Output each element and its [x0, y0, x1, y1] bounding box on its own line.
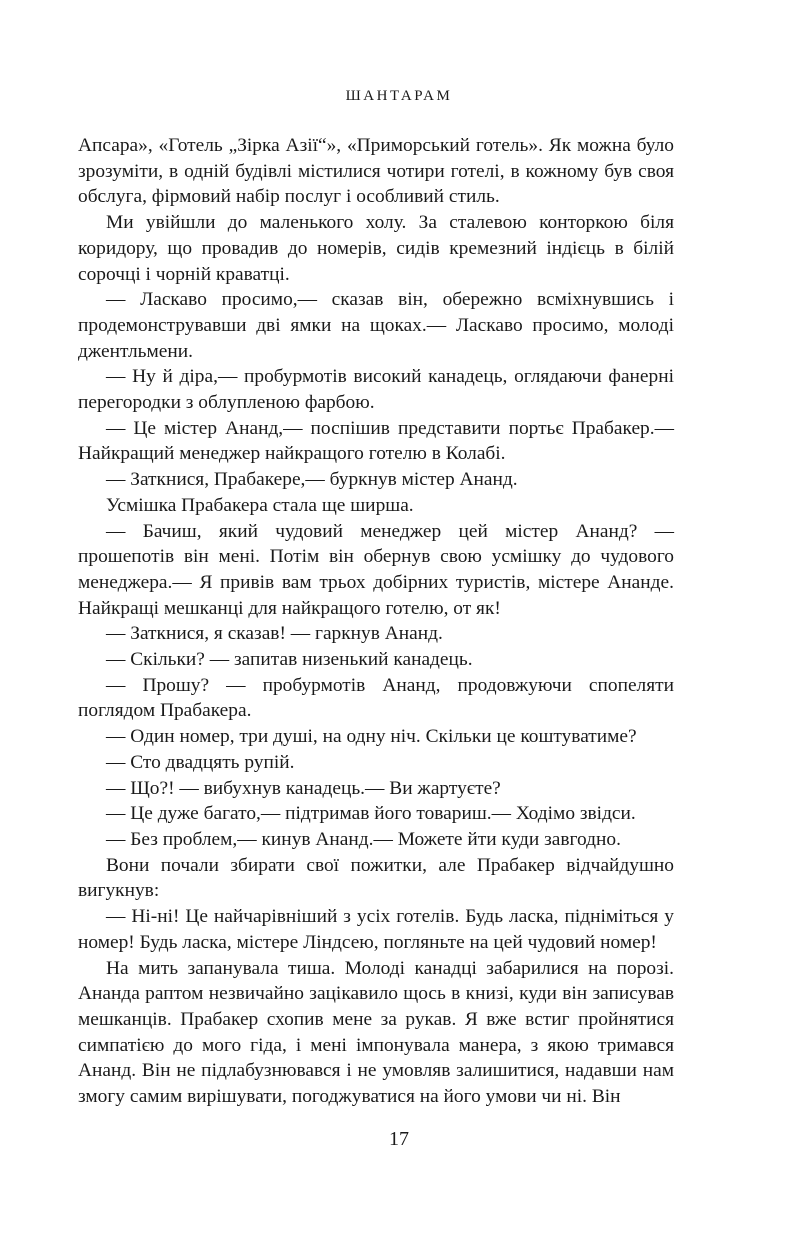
- dialogue-line: — Скільки? — запитав низенький канадець.: [106, 649, 473, 671]
- paragraph: Ми увійшли до маленького холу. За сталевою конторкою біля коридору, що провадив до номерів, сидів кремезний індієць в білій сорочці і чорній краватці.: [78, 212, 674, 285]
- dialogue-line: — Це дуже багато,— підтримав його товариш.— Ходімо звідси.: [106, 803, 636, 825]
- dialogue-line: — Один номер, три душі, на одну ніч. Скільки це коштуватиме?: [106, 726, 637, 748]
- paragraph: Вони почали збирати свої пожитки, але Прабакер відчайдушно вигукнув:: [78, 854, 674, 902]
- dialogue-line: — Ну й діра,— пробурмотів високий канадець, оглядаючи фанерні перегородки з облупленою фарбою.: [78, 366, 674, 414]
- dialogue-line: — Прошу? — пробурмотів Ананд, продовжуючи спопеляти поглядом Прабакера.: [78, 674, 674, 722]
- paragraph: На мить запанувала тиша. Молоді канадці забарилися на порозі. Ананда раптом незвичайно зацікавило щось в книзі, куди він записував мешканців. Прабакер схопив мене за рукав. Я вже встиг пройнятися симпатією до мого гіда, і мені імпонувала манера, з якою тримався Ананд. Він не підлабузнювався і не умовляв залишитися, надавши нам змогу самим вирішувати, погоджуватися на його умови чи ні. Він: [78, 957, 674, 1108]
- dialogue-line: — Це містер Ананд,— поспішив представити портьє Прабакер.— Найкращий менеджер найкращого готелю в Колабі.: [78, 417, 674, 465]
- body-text: [78, 133, 674, 1110]
- dialogue-line: — Сто двадцять рупій.: [106, 751, 295, 773]
- paragraph: Апсара», «Готель „Зірка Азії“», «Приморський готель». Як можна було зрозуміти, в одній будівлі містилися чотири готелі, в кожному був своя обслуга, фірмовий набір послуг і особливий стиль.: [78, 135, 674, 208]
- dialogue-line: — Ласкаво просимо,— сказав він, обережно всміхнувшись і продемонструвавши дві ямки на щоках.— Ласкаво просимо, молоді джентльмени.: [78, 289, 674, 362]
- dialogue-line: — Заткнися, я сказав! — гаркнув Ананд.: [106, 623, 443, 645]
- dialogue-line: — Що?! — вибухнув канадець.— Ви жартуєте?: [106, 777, 501, 799]
- dialogue-line: — Без проблем,— кинув Ананд.— Можете йти куди завгодно.: [106, 828, 621, 850]
- dialogue-line: — Ні-ні! Це найчарівніший з усіх готелів. Будь ласка, підніміться у номер! Будь ласка, містере Ліндсею, погляньте на цей чудовий номер!: [78, 906, 674, 953]
- running-head: ШАНТАРАМ: [345, 88, 453, 104]
- dialogue-line: — Бачиш, який чудовий менеджер цей містер Ананд? — прошепотів він мені. Потім він обернув свою усмішку до чудового менеджера.— Я привів вам трьох добірних туристів, містере Ананде. Найкращі мешканці для найкращого готелю, от як!: [78, 520, 674, 619]
- paragraph: Усмішка Прабакера стала ще ширша.: [106, 494, 414, 516]
- page-number: 17: [389, 1128, 409, 1150]
- dialogue-line: — Заткнися, Прабакере,— буркнув містер Ананд.: [106, 469, 518, 491]
